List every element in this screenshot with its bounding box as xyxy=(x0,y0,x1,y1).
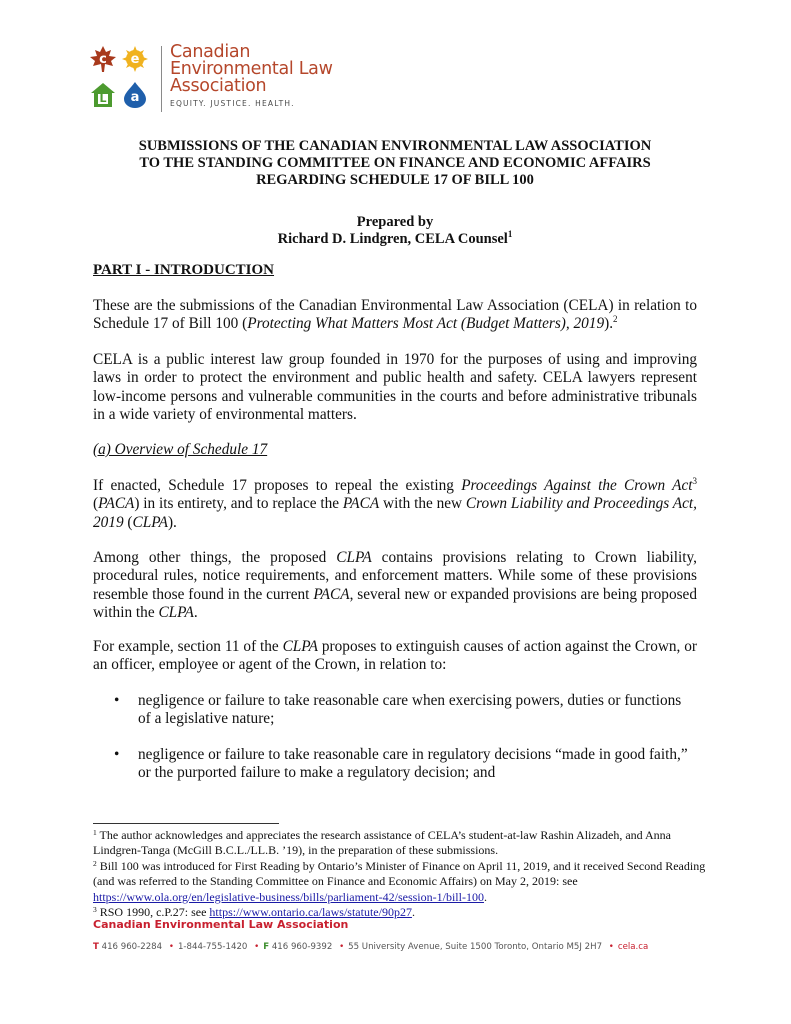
separator-dot: • xyxy=(608,942,614,952)
document-title xyxy=(93,138,697,189)
logo-wordmark xyxy=(170,44,333,108)
fax-label: F xyxy=(263,942,270,952)
logo-tagline: EQUITY. JUSTICE. HEALTH. xyxy=(170,99,295,108)
ola-bill-link[interactable]: https://www.ola.org/en/legislative-business/bills/parliament-42/session-1/bill-100 xyxy=(93,889,484,904)
water-drop-icon: a xyxy=(122,82,148,108)
list-item xyxy=(114,692,697,732)
author-line xyxy=(93,231,697,248)
logo-icons xyxy=(90,46,152,112)
paragraph-1: These are the submissions of the Canadian Environmental Law Association (CELA) in relation to Schedule 17 of Bill 100 (Protecting What Matters Most Act (Budget Matters), 2019).$^2$ xyxy=(93,297,697,333)
list-item xyxy=(114,746,697,786)
fax-number: 416 960-9392 xyxy=(271,942,333,952)
logo-line-3: Association xyxy=(170,76,267,96)
subsection-heading: (a) Overview of Schedule 17 xyxy=(93,441,268,458)
phone-number: 416 960-2284 xyxy=(101,942,163,952)
paragraph-3: If enacted, Schedule 17 proposes to repeal the existing Proceedings Against the Crown Act$^3$ (PACA) in its entirety, and to replace the PACA with the new Crown Liability and Proceedings Act, 2019 (CLPA). xyxy=(93,476,697,531)
list-item-text: negligence or failure to take reasonable care in regulatory decisions “made in good faith,” or the purported failure to make a regulatory decision; and xyxy=(138,746,688,782)
footnote-separator xyxy=(93,823,279,824)
house-icon: L xyxy=(90,82,116,108)
paragraph-5: For example, section 11 of the CLPA proposes to extinguish causes of action against the Crown, or an officer, employee or agent of the Crown, in relation to: xyxy=(93,638,697,674)
paragraph-2: CELA is a public interest law group founded in 1970 for the purposes of using and improving laws in order to protect the environment and public health and safety. CELA lawyers represent low-income persons and vulnerable communities in the courts and before administrative tribunals in a wide variety of environmental matters. xyxy=(93,351,697,423)
bullet-icon: • xyxy=(114,692,120,709)
title-line-3: REGARDING SCHEDULE 17 OF BILL 100 xyxy=(256,172,534,188)
logo-line-2: Environmental Law xyxy=(170,59,333,79)
bullet-icon: • xyxy=(114,746,120,763)
footnote-ref-1[interactable]: 1 xyxy=(507,229,513,239)
footnotes xyxy=(93,828,713,920)
separator-dot: • xyxy=(339,942,345,952)
website-link[interactable]: cela.ca xyxy=(617,942,649,952)
title-line-2: TO THE STANDING COMMITTEE ON FINANCE AND ECONOMIC AFFAIRS xyxy=(139,155,651,171)
title-line-1: SUBMISSIONS OF THE CANADIAN ENVIRONMENTAL LAW ASSOCIATION xyxy=(138,138,652,154)
paragraph-4: Among other things, the proposed CLPA contains provisions relating to Crown liability, procedural rules, notice requirements, and enforcement matters. While some of these provisions resemble those found in the current PACA, several new or expanded provisions are being proposed within the CLPA. xyxy=(93,549,697,621)
footnote-ref-2[interactable]: 2 xyxy=(613,314,618,325)
maple-leaf-icon: c xyxy=(90,46,116,72)
separator-dot: • xyxy=(254,942,260,952)
logo-divider xyxy=(161,46,162,112)
list-item-text: negligence or failure to take reasonable care when exercising powers, duties or functions of a legislative nature; xyxy=(138,692,682,728)
section-heading: PART I - INTRODUCTION xyxy=(93,262,275,278)
author-name: Richard D. Lindgren, CELA Counsel xyxy=(277,231,508,247)
footnote-1: $^1$ The author acknowledges and appreciates the research assistance of CELA’s student-at-law Rashin Alizadeh, and Anna Lindgren-Tanga (McGill B.C.L./LL.B. ’19), in the preparation of these submissions. xyxy=(93,828,672,858)
footer-contact xyxy=(93,942,648,952)
footnote-3: $^3$ RSO 1990, c.P.27: see https://www.ontario.ca/laws/statute/90p27. xyxy=(93,905,415,920)
tollfree-number: 1-844-755-1420 xyxy=(177,942,248,952)
sun-icon: e xyxy=(122,46,148,72)
prepared-by xyxy=(93,214,697,248)
address: 55 University Avenue, Suite 1500 Toronto, Ontario M5J 2H7 xyxy=(348,942,603,952)
ontario-statute-link[interactable]: https://www.ontario.ca/laws/statute/90p27 xyxy=(209,905,412,920)
prepared-label: Prepared by xyxy=(356,214,434,230)
phone-label: T xyxy=(93,942,99,952)
footnote-ref-3[interactable]: 3 xyxy=(692,476,697,486)
logo-line-1: Canadian xyxy=(170,42,251,62)
footnote-2: $^2$ Bill 100 was introduced for First Reading by Ontario’s Minister of Finance on April 11, 2019, and it received Second Reading (and was referred to the Standing Committee on Finance and Economic Affairs) on May 2, 2019: see https://www.ola.org/en/legislative-business/bills/parliament-42/session-1/bill-100. xyxy=(93,858,706,904)
cela-logo xyxy=(88,42,333,116)
footer-org-name: Canadian Environmental Law Association xyxy=(93,918,349,931)
separator-dot: • xyxy=(168,942,174,952)
